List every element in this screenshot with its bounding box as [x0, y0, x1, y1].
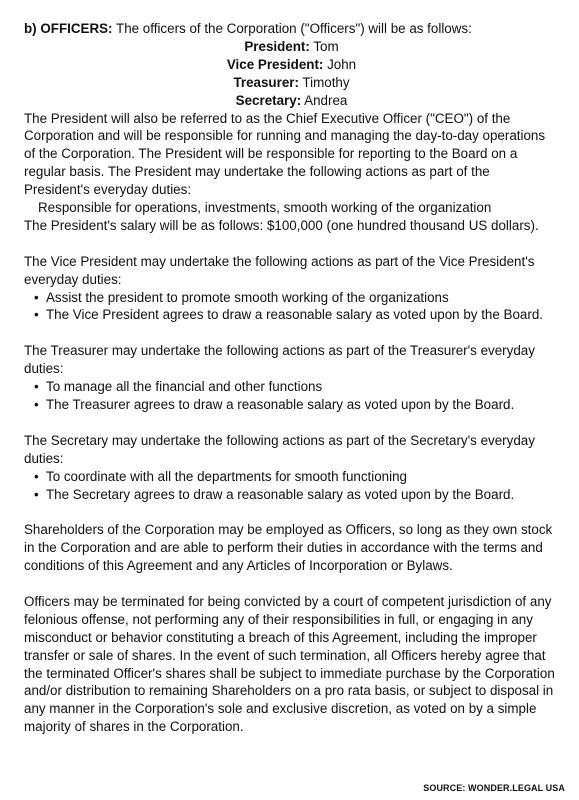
officer-name: Tom — [309, 38, 339, 54]
list-item: • To coordinate with all the departments for smooth functioning — [46, 468, 559, 486]
list-item: • The Treasurer agrees to draw a reasonable salary as voted upon by the Board. — [46, 396, 559, 414]
secretary-intro: The Secretary may undertake the following actions as part of the Secretary's everyday duties: — [24, 432, 535, 466]
officer-role: Treasurer: — [233, 74, 299, 90]
list-item: • Assist the president to promote smooth working of the organizations — [46, 289, 559, 307]
spacer — [24, 324, 559, 342]
spacer — [24, 503, 559, 521]
list-item: • To manage all the financial and other functions — [46, 378, 559, 396]
president-duty: Responsible for operations, investments, smooth working of the organization — [38, 200, 492, 216]
officer-role: Vice President: — [226, 56, 324, 72]
treasurer-intro: The Treasurer may undertake the following actions as part of the Treasurer's everyday duties: — [24, 343, 535, 377]
president-paragraph: The President will also be referred to as the Chief Executive Officer ("CEO") of the Corporation and will be responsible for running and managing the day-to-day operations of the Corporation. The President will be responsible for reporting to the Board on a regular basis. The President may undertake the following actions as part of the President's everyday duties: — [24, 110, 546, 198]
secretary-duties — [24, 468, 559, 504]
officer-name: Timothy — [298, 74, 350, 90]
section-label: b) OFFICERS: — [24, 21, 113, 36]
officer-line-secretary — [24, 92, 559, 110]
officer-role: President: — [244, 38, 310, 54]
officer-role: Secretary: — [235, 92, 302, 108]
officer-line-president — [24, 38, 559, 56]
officer-name: Andrea — [301, 92, 348, 108]
treasurer-duties — [24, 378, 559, 414]
vice-president-intro: The Vice President may undertake the following actions as part of the Vice President's everyday duties: — [24, 253, 535, 287]
spacer — [24, 575, 559, 593]
list-item: • The Vice President agrees to draw a reasonable salary as voted upon by the Board. — [46, 306, 559, 324]
spacer — [24, 414, 559, 432]
shareholders-paragraph: Shareholders of the Corporation may be employed as Officers, so long as they own stock in the Corporation and are able to perform their duties in accordance with the terms and conditions of this Agreement and any Articles of Incorporation or Bylaws. — [24, 522, 553, 574]
officer-name: John — [323, 56, 357, 72]
list-item: • The Secretary agrees to draw a reasonable salary as voted upon by the Board. — [46, 486, 559, 504]
document-body — [24, 20, 559, 736]
section-intro: The officers of the Corporation ("Officers") will be as follows: — [112, 21, 472, 36]
officer-line-treasurer — [24, 74, 559, 92]
officer-line-vice-president — [24, 56, 559, 74]
vice-president-duties — [24, 289, 559, 325]
spacer — [24, 235, 559, 253]
source-credit: SOURCE: WONDER.LEGAL USA — [423, 783, 565, 793]
officers-heading — [24, 20, 559, 38]
termination-paragraph: Officers may be terminated for being convicted by a court of competent jurisdiction of any felonious offense, not performing any of their responsibilities in full, or engaging in any misconduct or behavior constituting a breach of this Agreement, including the improper transfer or sale of shares. In the event of such termination, all Officers hereby agree that the terminated Officer's shares shall be subject to immediate purchase by the Corporation and/or distribution to remaining Shareholders on a pro rata basis, or subject to disposal in any manner in the Corporation's sole and exclusive discretion, as voted on by a simple majority of shares in the Corporation. — [24, 593, 555, 735]
president-salary: The President's salary will be as follows: $100,000 (one hundred thousand US dollars). — [24, 217, 539, 233]
